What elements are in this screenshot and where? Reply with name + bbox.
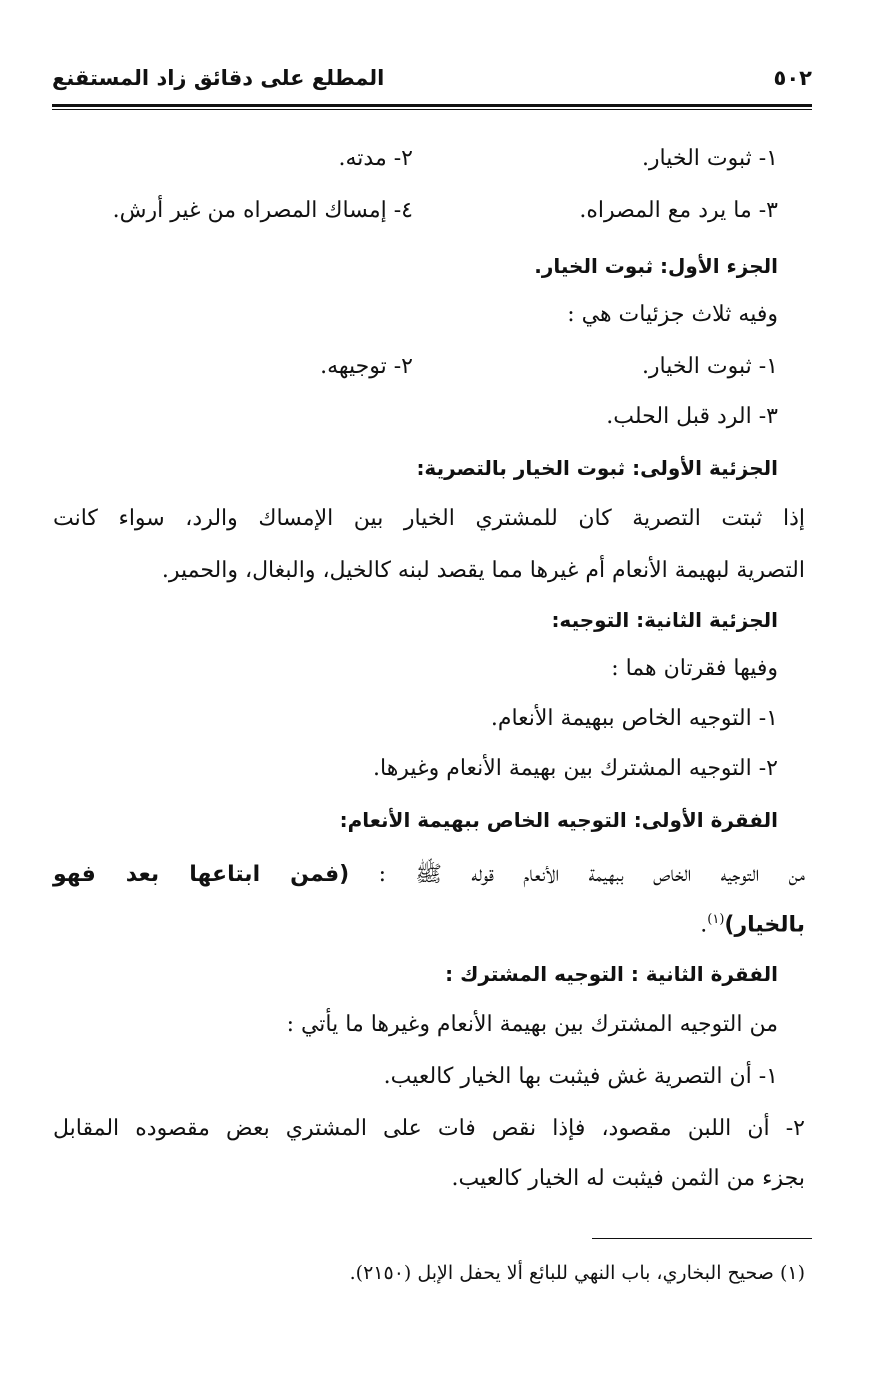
list-item: ١- ثبوت الخيار. [641, 146, 778, 171]
list-item: ٢- التوجيه المشترك بين بهيمة الأنعام وغيرها. [373, 756, 778, 781]
list-item: ١- التوجيه الخاص ببهيمة الأنعام. [490, 706, 778, 731]
list-item: ٢- مدته. [338, 146, 413, 171]
running-header [52, 62, 812, 102]
footnote: (١) صحيح البخاري، باب النهي للبائع ألا يحفل الإبل (٢١٥٠). [349, 1262, 805, 1284]
paragraph-line: وفيها فقرتان هما : [611, 656, 778, 681]
page-number: ٥٠٢ [773, 66, 812, 90]
book-title: المطلع على دقائق زاد المستقنع [52, 66, 385, 90]
paragraph-line [53, 912, 805, 937]
paragraph-line: التصرية لبهيمة الأنعام أم غيرها مما يقصد لبنه كالخيل، والبغال، والحمير. [161, 558, 805, 583]
list-item: ١- ثبوت الخيار. [641, 354, 778, 379]
list-item: ٣- الرد قبل الحلب. [606, 404, 778, 429]
paragraph-text: . [700, 912, 708, 938]
subsection-heading: الجزئية الأولى: ثبوت الخيار بالتصرية: [416, 456, 778, 480]
list-item: ٢- توجيهه. [320, 354, 413, 379]
paragraph-heading: الفقرة الثانية : التوجيه المشترك : [445, 962, 778, 986]
paragraph-line: بجزء من الثمن فيثبت له الخيار كالعيب. [451, 1166, 805, 1191]
hadith-quote: بالخيار) [724, 912, 805, 938]
header-rule [52, 104, 812, 107]
hadith-quote: (فمن ابتاعها بعد فهو [53, 862, 350, 887]
paragraph-line: وفيه ثلاث جزئيات هي : [567, 302, 778, 327]
header-rule-thin [52, 109, 812, 110]
list-item: ٣- ما يرد مع المصراه. [579, 198, 778, 223]
paragraph-line [53, 860, 805, 892]
subsection-heading: الجزئية الثانية: التوجيه: [551, 608, 778, 632]
footnote-rule [592, 1238, 812, 1239]
list-item: ٤- إمساك المصراه من غير أرش. [112, 198, 413, 223]
paragraph-heading: الفقرة الأولى: التوجيه الخاص ببهيمة الأنعام: [339, 808, 778, 832]
footnote-ref: (١) [707, 912, 725, 927]
list-item: ٢- أن اللبن مقصود، فإذا نقص فات على المشتري بعض مقصوده المقابل [53, 1116, 805, 1141]
paragraph-line: من التوجيه المشترك بين بهيمة الأنعام وغيرها ما يأتي : [286, 1012, 778, 1037]
paragraph-text: من التوجيه الخاص ببهيمة الأنعام قوله ﷺ : [349, 862, 805, 887]
paragraph-line: إذا ثبتت التصرية كان للمشتري الخيار بين الإمساك والرد، سواء كانت [53, 506, 805, 531]
list-item: ١- أن التصرية غش فيثبت بها الخيار كالعيب. [383, 1064, 778, 1089]
section-heading: الجزء الأول: ثبوت الخيار. [534, 254, 778, 278]
